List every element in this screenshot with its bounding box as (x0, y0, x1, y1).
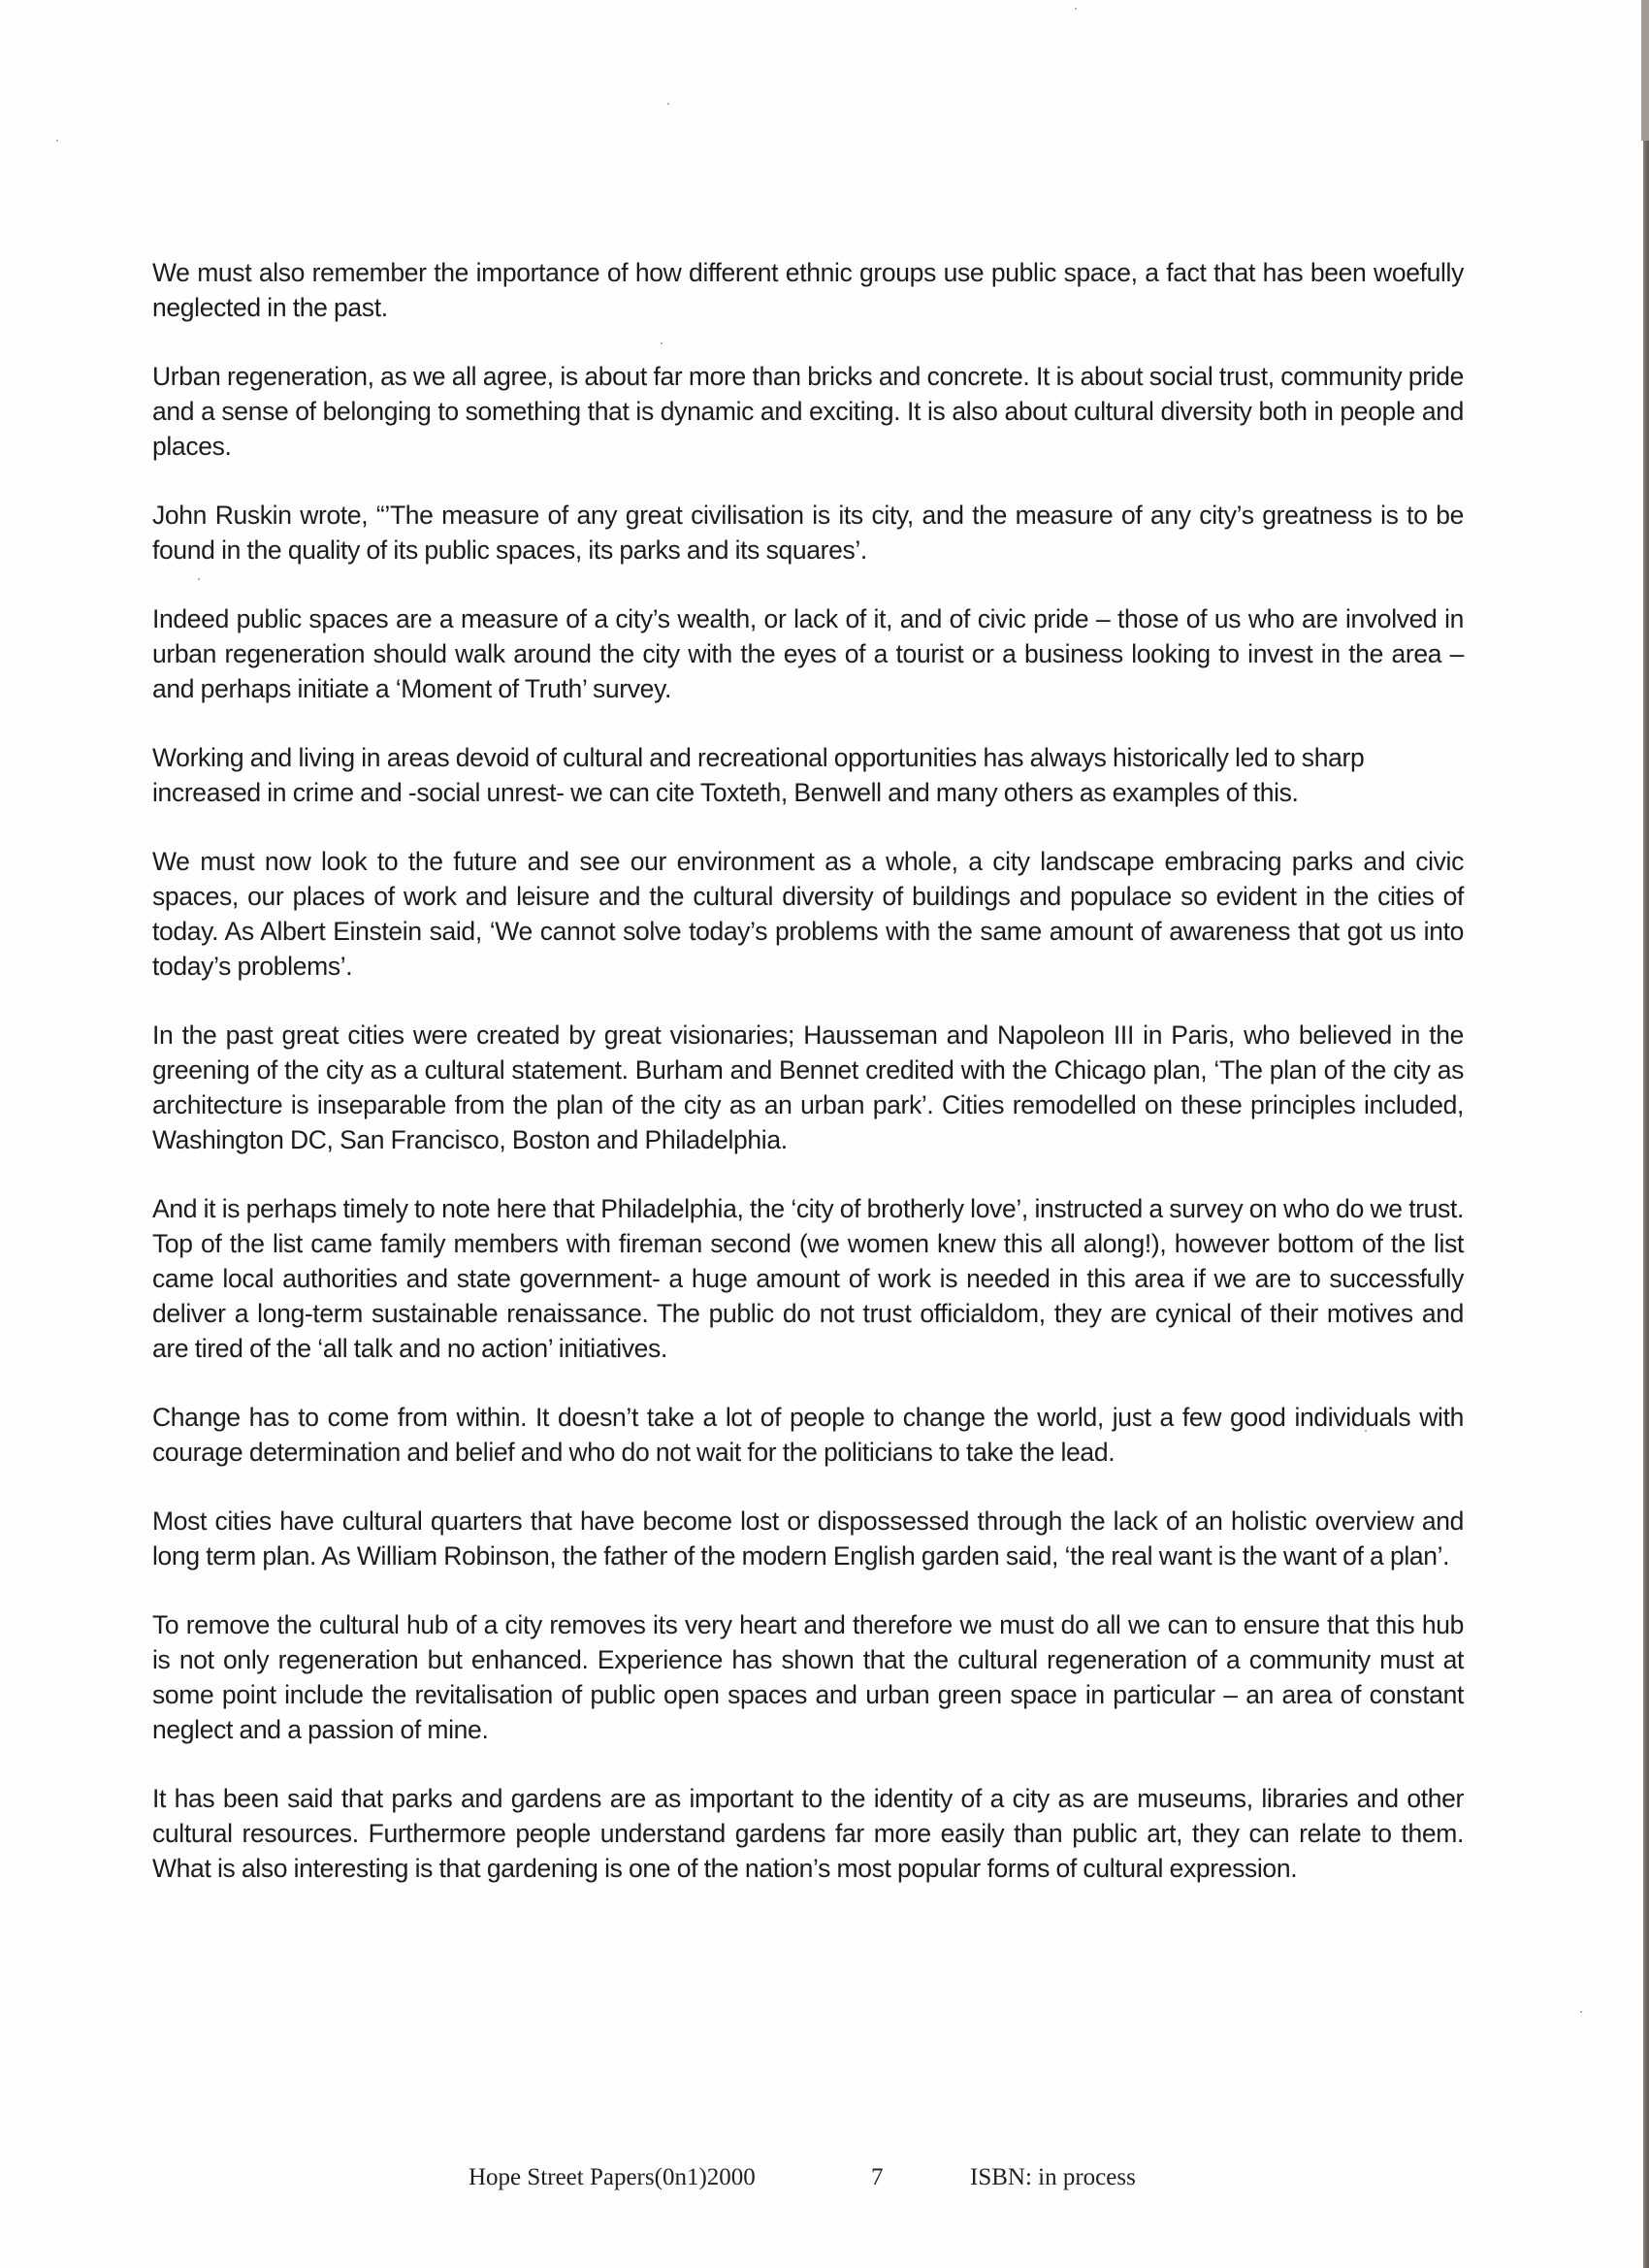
paragraph-public-spaces: Indeed public spaces are a measure of a city’s wealth, or lack of it, and of civic pride – those of us who are involved in urban regeneration should walk around the city with the eyes of a tourist or a business looking to invest in the area – and perhaps initiate a ‘Moment of Truth’ survey. (152, 604, 1464, 703)
scan-edge-shadow (1643, 0, 1649, 2268)
paragraph-urban-regeneration: Urban regeneration, as we all agree, is about far more than bricks and concrete. It is about social trust, community pride and a sense of belonging to something that is dynamic and exciting. It is also about cultural diversity both in people and places. (152, 362, 1464, 461)
footer-page-number: 7 (871, 2164, 884, 2190)
scan-speck (667, 103, 669, 105)
paragraph-cultural-quarters: Most cities have cultural quarters that have become lost or dispossessed through the lack of an holistic overview and long term plan. As William Robinson, the father of the modern English garden said, ‘the real want is the want of a plan’. (152, 1507, 1464, 1571)
paragraph-change-within: Change has to come from within. It doesn’t take a lot of people to change the world, just a few good individuals with courage determination and belief and who do not wait for the politicians to take the lead. (152, 1403, 1464, 1467)
paragraph-cultural-opportunities: Working and living in areas devoid of cultural and recreational opportunities has always historically led to sharp increased in crime and -social unrest- we can cite Toxteth, Benwell and many others as examples of this. (152, 743, 1365, 807)
paragraph-future-environment: We must now look to the future and see our environment as a whole, a city landscape embracing parks and civic spaces, our places of work and leisure and the cultural diversity of buildings and populace so evident in the cities of today. As Albert Einstein said, ‘We cannot solve today’s problems with the same amount of awareness that got us into today’s problems’. (152, 847, 1464, 981)
footer-publication-title: Hope Street Papers(0n1)2000 (469, 2164, 756, 2190)
page-footer (0, 2164, 1649, 2195)
scan-speck (1580, 2011, 1582, 2013)
paragraph-philadelphia-survey: And it is perhaps timely to note here that Philadelphia, the ‘city of brotherly love’, instructed a survey on who do we trust. Top of the list came family members with fireman second (we women knew this all along!), however bottom of the list came local authorities and state government- a huge amount of work is needed in this area if we are to successfully deliver a long-term sustainable renaissance. The public do not trust officialdom, they are cynical of their motives and are tired of the ‘all talk and no action’ initiatives. (152, 1194, 1464, 1363)
paragraph-parks-gardens: It has been said that parks and gardens are as important to the identity of a city as are museums, libraries and other cultural resources. Furthermore people understand gardens far more easily than public art, they can relate to them. What is also interesting is that gardening is one of the nation’s most popular forms of cultural expression. (152, 1784, 1464, 1883)
scan-speck (56, 140, 58, 142)
scan-edge-top (1641, 0, 1649, 141)
document-body (152, 255, 1464, 1920)
paragraph-cultural-hub: To remove the cultural hub of a city removes its very heart and therefore we must do all we can to ensure that this hub is not only regeneration but enhanced. Experience has shown that the cultural regeneration of a community must at some point include the revitalisation of public open spaces and urban green space in particular – an area of constant neglect and a passion of mine. (152, 1610, 1464, 1744)
paragraph-great-cities: In the past great cities were created by great visionaries; Hausseman and Napoleon III in Paris, who believed in the greening of the city as a cultural statement. Burham and Bennet credited with the Chicago plan, ‘The plan of the city as architecture is inseparable from the plan of the city as an urban park’. Cities remodelled on these principles included, Washington DC, San Francisco, Boston and Philadelphia. (152, 1021, 1464, 1154)
paragraph-ethnic-groups: We must also remember the importance of how different ethnic groups use public space, a fact that has been woefully neglected in the past. (152, 258, 1464, 322)
paragraph-ruskin-quote: John Ruskin wrote, “’The measure of any great civilisation is its city, and the measure of any city’s greatness is to be found in the quality of its public spaces, its parks and its squares’. (152, 501, 1464, 565)
scan-speck (1075, 8, 1077, 10)
footer-isbn: ISBN: in process (970, 2164, 1136, 2190)
